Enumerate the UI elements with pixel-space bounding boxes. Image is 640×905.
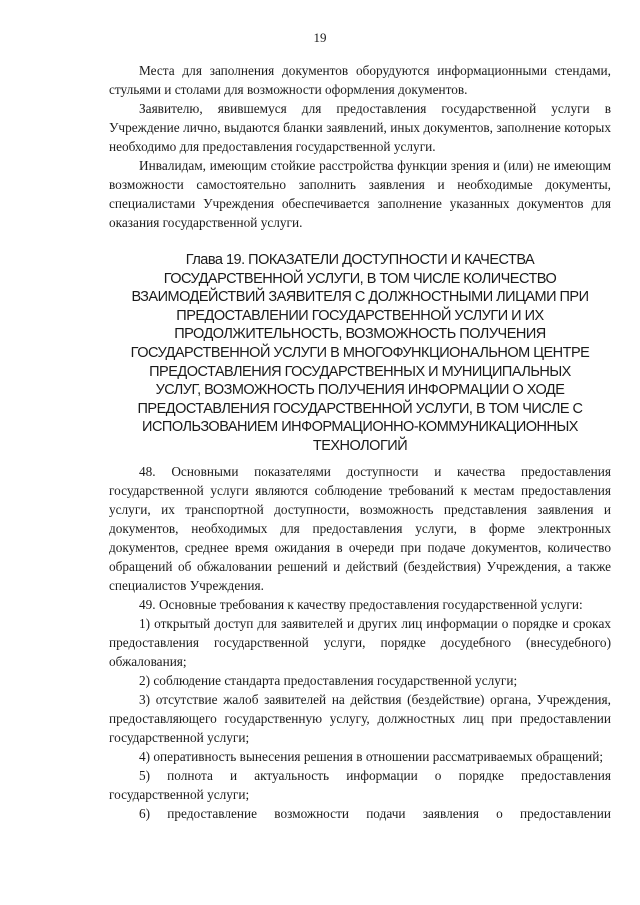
main-section	[109, 462, 611, 823]
heading-line: УСЛУГ, ВОЗМОЖНОСТЬ ПОЛУЧЕНИЯ ИНФОРМАЦИИ О ХОДЕ	[155, 382, 565, 399]
list-item: 2) соблюдение стандарта предоставления государственной услуги;	[139, 673, 518, 688]
list-item: 5) полнота и актуальность информации о порядке предоставления государственной услуги;	[109, 768, 611, 802]
paragraph: 48. Основными показателями доступности и качества предоставления государственной услуги являются соблюдение требований к местам предоставления услуги, их транспортной доступности, возможность представления заявления и документов, необходимых для предоставления услуги, в форме электронных документов, среднее время ожидания в очереди при подаче документов, количество обращений об обжаловании решений и действий (бездействия) Учреждения, а также специалистов Учреждения.	[109, 464, 611, 593]
list-item: 1) открытый доступ для заявителей и других лиц информации о порядке и сроках предоставления государственной услуги, порядке досудебного (внесудебного) обжалования;	[109, 616, 611, 669]
paragraph: Места для заполнения документов оборудуются информационными стендами, стульями и столами для возможности оформления документов.	[109, 63, 611, 97]
heading-line: ГОСУДАРСТВЕННОЙ УСЛУГИ В МНОГОФУНКЦИОНАЛЬНОМ ЦЕНТРЕ	[130, 344, 590, 361]
heading-line: ПРЕДОСТАВЛЕНИЯ ГОСУДАРСТВЕННЫХ И МУНИЦИПАЛЬНЫХ	[149, 363, 571, 380]
paragraph: Инвалидам, имеющим стойкие расстройства функции зрения и (или) не имеющим возможности самостоятельно заполнить заявления и необходимые документы, специалистами Учреждения обеспечивается заполнение указанных документов для оказания государственной услуги.	[109, 158, 611, 230]
heading-line: ИСПОЛЬЗОВАНИЕМ ИНФОРМАЦИОННО-КОММУНИКАЦИОННЫХ	[142, 419, 578, 436]
page-number: 19	[313, 30, 327, 45]
intro-section	[109, 61, 611, 232]
list-item: 6) предоставление возможности подачи заявления о предоставлении	[139, 806, 611, 821]
heading-line: ГОСУДАРСТВЕННОЙ УСЛУГИ, В ТОМ ЧИСЛЕ КОЛИЧЕСТВО	[163, 270, 557, 287]
heading-line: ВЗАИМОДЕЙСТВИЙ ЗАЯВИТЕЛЯ С ДОЛЖНОСТНЫМИ ЛИЦАМИ ПРИ	[131, 289, 589, 306]
chapter-heading	[112, 251, 608, 456]
list-item: 3) отсутствие жалоб заявителей на действия (бездействие) органа, Учреждения, предоставляющего государственную услугу, должностных лиц при предоставлении государственной услуги;	[109, 692, 611, 745]
heading-line: ПРЕДОСТАВЛЕНИИ ГОСУДАРСТВЕННОЙ УСЛУГИ И ИХ	[176, 307, 544, 324]
heading-line: ПРОДОЛЖИТЕЛЬНОСТЬ, ВОЗМОЖНОСТЬ ПОЛУЧЕНИЯ	[174, 326, 546, 343]
paragraph: Заявителю, явившемуся для предоставления государственной услуги в Учреждение лично, выдаются бланки заявлений, иных документов, заполнение которых необходимо для предоставления государственной услуги.	[109, 101, 611, 154]
heading-line: ПРЕДОСТАВЛЕНИЯ ГОСУДАРСТВЕННОЙ УСЛУГИ, В ТОМ ЧИСЛЕ С	[137, 400, 583, 417]
paragraph: 49. Основные требования к качеству предоставления государственной услуги:	[139, 597, 583, 612]
heading-line: ТЕХНОЛОГИЙ	[312, 437, 408, 454]
heading-line: Глава 19. ПОКАЗАТЕЛИ ДОСТУПНОСТИ И КАЧЕСТВА	[185, 252, 535, 268]
list-item: 4) оперативность вынесения решения в отношении рассматриваемых обращений;	[139, 749, 604, 764]
